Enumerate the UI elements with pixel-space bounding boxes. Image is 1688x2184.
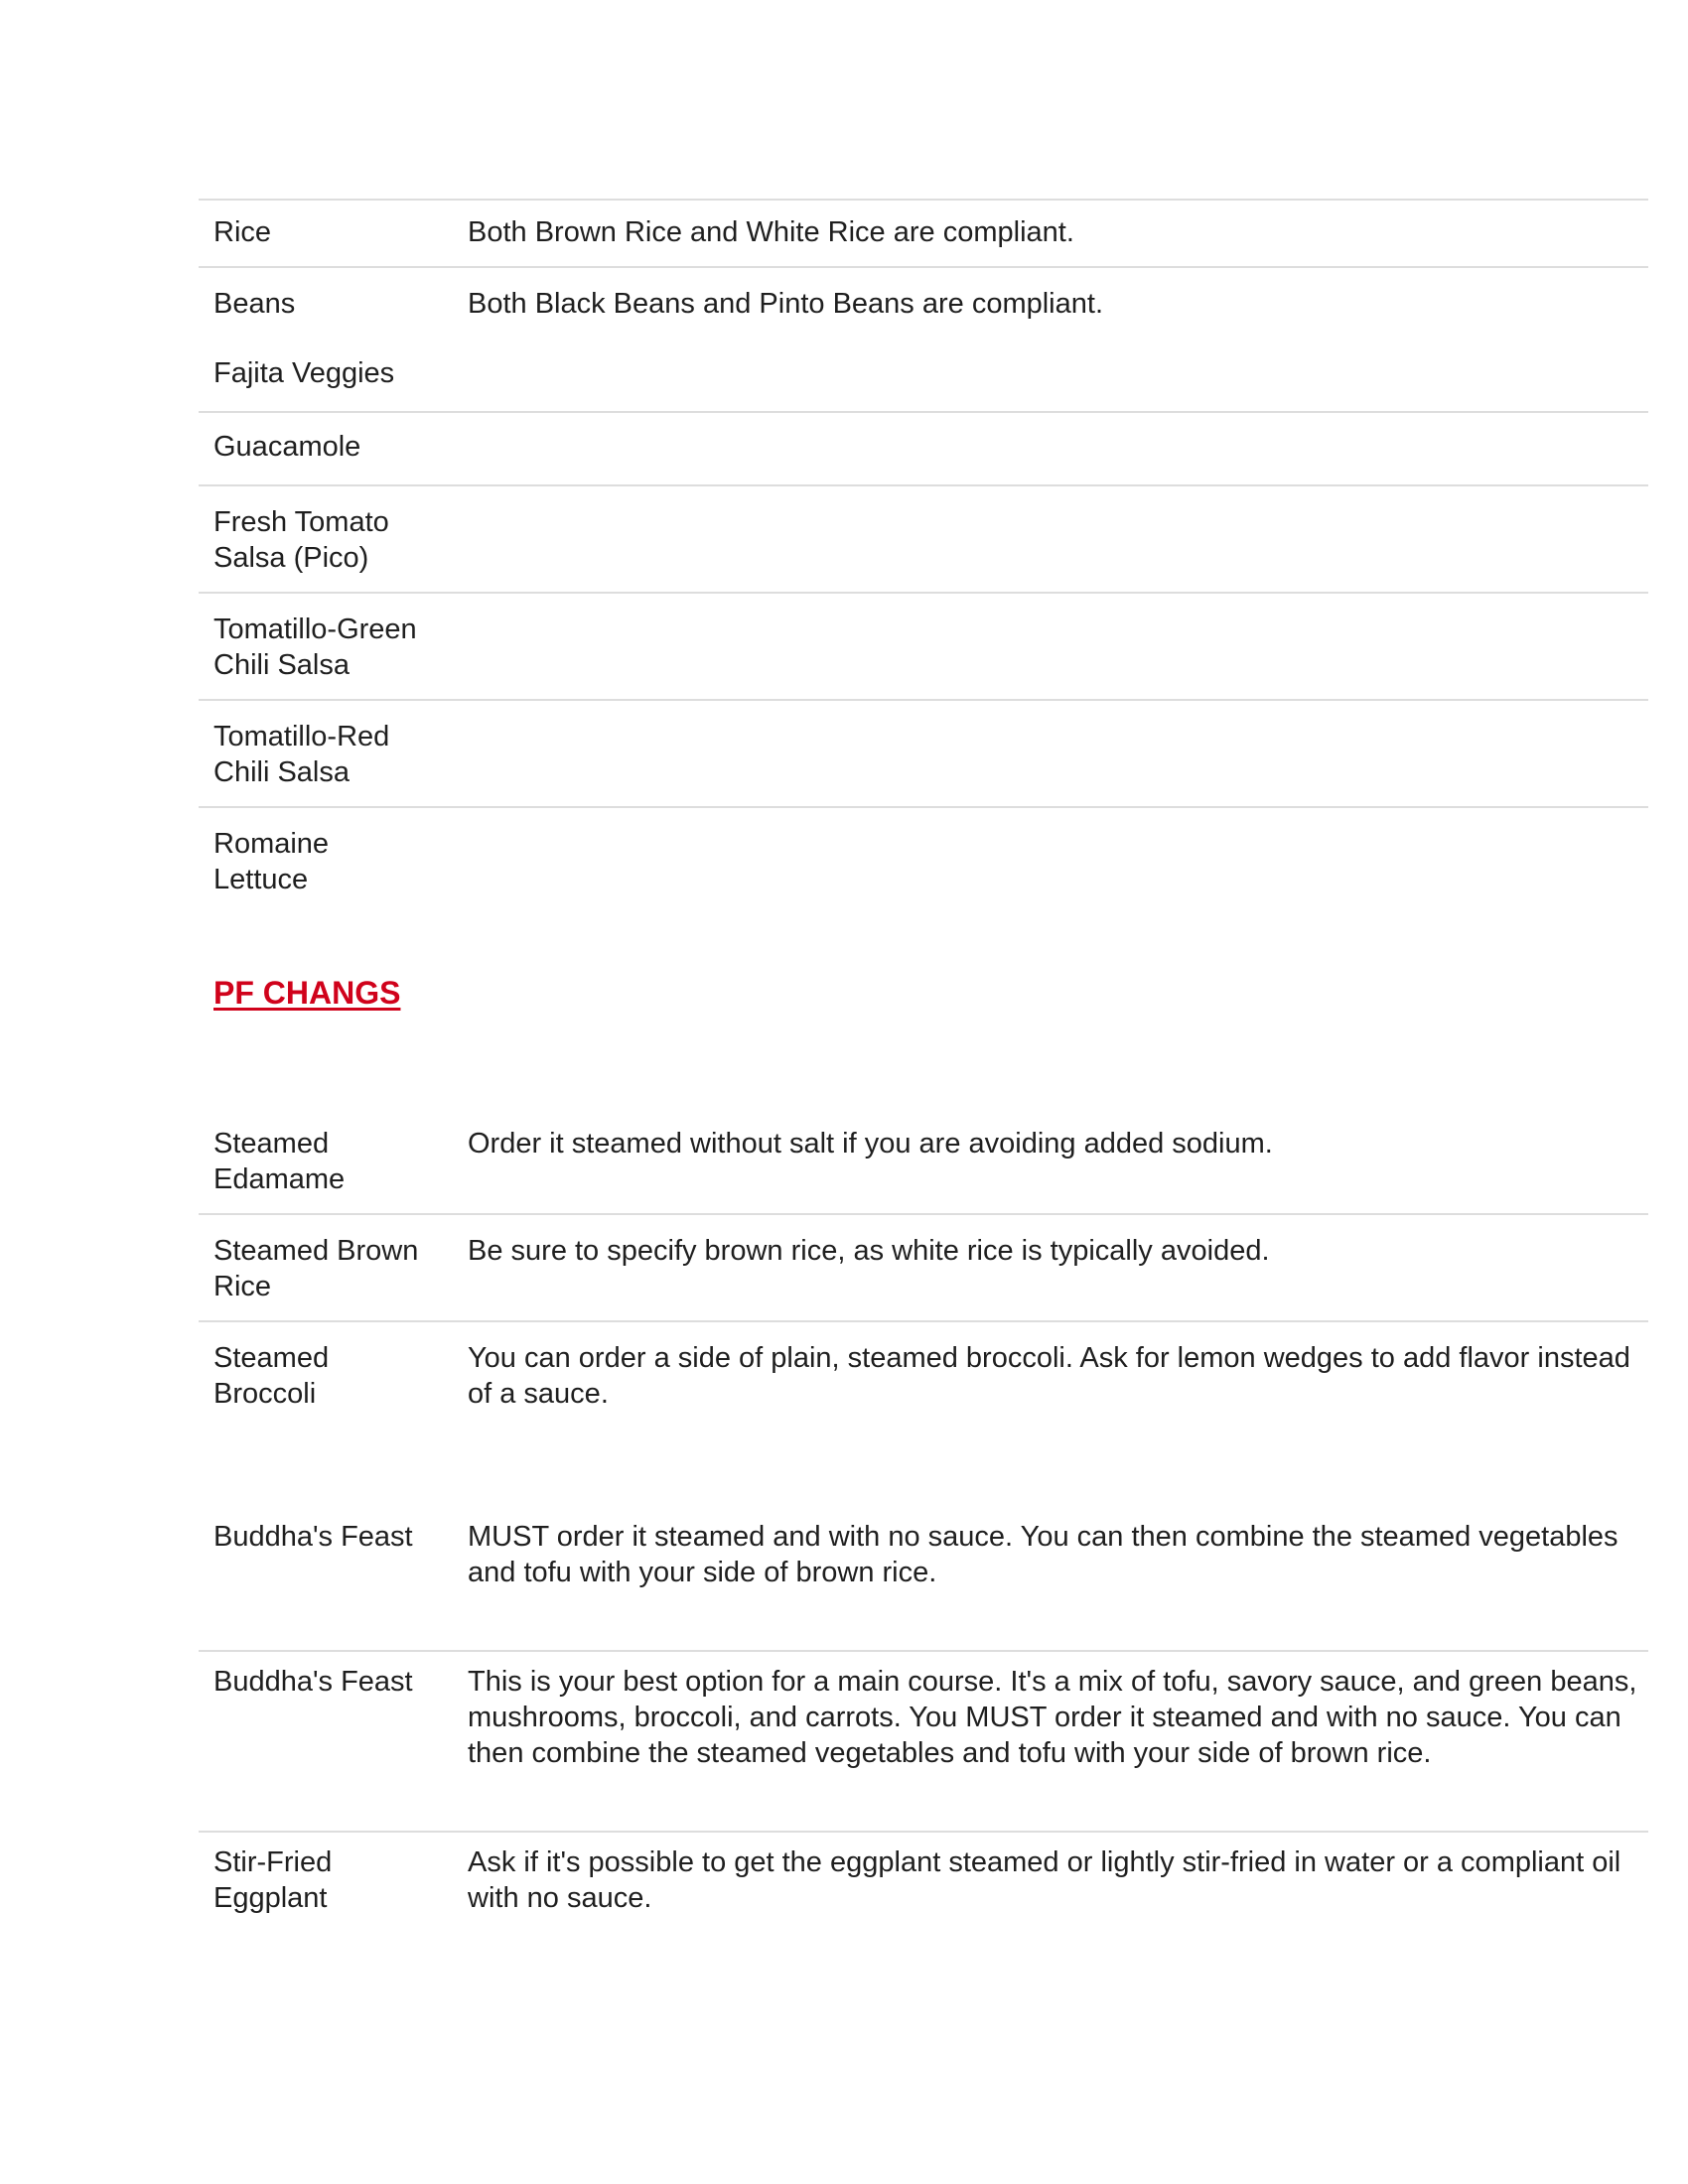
table-row-item: Buddha's Feast <box>213 1666 413 1698</box>
table-row-item: Steamed Broccoli <box>213 1342 330 1410</box>
table-rule <box>199 411 1648 413</box>
table-rule <box>199 1650 1648 1652</box>
table-rule <box>199 1320 1648 1322</box>
table-rule <box>199 484 1648 486</box>
table-row-note: This is your best option for a main course. It's a mix of tofu, savory sauce, and green beans, mushrooms, broccoli, and carrots. You MUST order it steamed and with no sauce. You can then combine the steamed vegetables and tofu with your side of brown rice. <box>468 1666 1637 1769</box>
table-row-item: Tomatillo-Green Chili Salsa <box>213 614 417 681</box>
table-row-item: Rice <box>213 216 272 248</box>
table-rule <box>199 1213 1648 1215</box>
table-row-note: Ask if it's possible to get the eggplant steamed or lightly stir-fried in water or a compliant oil with no sauce. <box>468 1846 1621 1914</box>
table-row-item: Beans <box>213 288 296 320</box>
table-row-note: MUST order it steamed and with no sauce. You can then combine the steamed vegetables and tofu with your side of brown rice. <box>468 1521 1618 1588</box>
table-rule <box>199 592 1648 594</box>
table-row-item: Guacamole <box>213 431 361 463</box>
section-heading-pf-changs: PF CHANGS <box>213 975 401 1011</box>
table-rule <box>199 1831 1648 1833</box>
table-row-item: Buddha's Feast <box>213 1521 413 1553</box>
table-row-item: Fresh Tomato Salsa (Pico) <box>213 506 389 574</box>
table-row-item: Stir-Fried Eggplant <box>213 1846 333 1914</box>
table-row-item: Steamed Edamame <box>213 1128 346 1195</box>
table-row-note: Be sure to specify brown rice, as white rice is typically avoided. <box>468 1235 1270 1267</box>
table-row-note: Both Black Beans and Pinto Beans are compliant. <box>468 288 1103 320</box>
table-row-item: Steamed Brown Rice <box>213 1235 419 1302</box>
table-row-note: Order it steamed without salt if you are avoiding added sodium. <box>468 1128 1273 1160</box>
table-row-note: Both Brown Rice and White Rice are compliant. <box>468 216 1074 248</box>
table-rule <box>199 699 1648 701</box>
table-row-item: Fajita Veggies <box>213 357 395 389</box>
table-row-item: Tomatillo-Red Chili Salsa <box>213 721 390 788</box>
table-rule <box>199 199 1648 201</box>
table-rule <box>199 266 1648 268</box>
table-rule <box>199 806 1648 808</box>
table-row-item: Romaine Lettuce <box>213 828 330 895</box>
table-row-note: You can order a side of plain, steamed broccoli. Ask for lemon wedges to add flavor instead of a sauce. <box>468 1342 1630 1410</box>
